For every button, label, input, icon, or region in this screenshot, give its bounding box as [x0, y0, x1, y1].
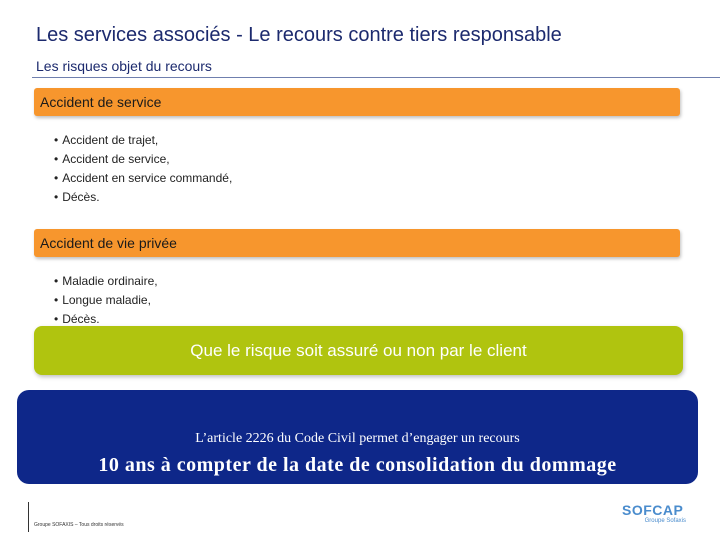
bullet-list-accident-service [54, 131, 232, 207]
bullet-list-accident-vie-privee [54, 272, 158, 329]
logo-name: SOFCAP [622, 502, 684, 518]
legal-duration-text: 10 ans à compter de la date de consolidation du dommage [98, 454, 617, 476]
highlight-box: Que le risque soit assuré ou non par le client [34, 326, 683, 375]
legal-box [17, 390, 698, 484]
list-item: • Décès. [54, 310, 158, 329]
sofcap-logo [622, 503, 686, 533]
footer-copyright: Groupe SOFAXIS – Tous droits réservés [34, 522, 124, 528]
list-item: • Accident de trajet, [54, 131, 232, 150]
legal-article-text: L’article 2226 du Code Civil permet d’engager un recours [195, 431, 520, 446]
list-item: • Maladie ordinaire, [54, 272, 158, 291]
subtitle-divider [32, 77, 720, 78]
list-item: • Longue maladie, [54, 291, 158, 310]
footer-divider [28, 502, 29, 532]
page-title: Les services associés - Le recours contre tiers responsable [36, 24, 562, 46]
list-item: • Accident en service commandé, [54, 169, 232, 188]
section-heading-accident-vie-privee: Accident de vie privée [34, 229, 680, 257]
list-item: • Accident de service, [54, 150, 232, 169]
list-item: • Décès. [54, 188, 232, 207]
logo-tagline: Groupe Sofaxis [644, 518, 686, 524]
page-subtitle: Les risques objet du recours [36, 58, 212, 74]
section-heading-accident-service: Accident de service [34, 88, 680, 116]
